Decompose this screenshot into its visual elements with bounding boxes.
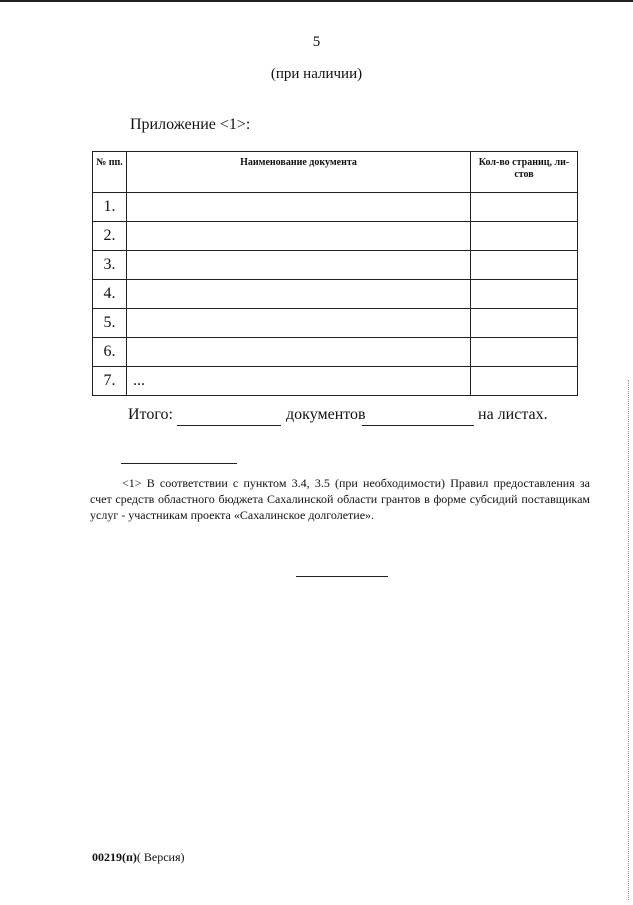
row-page-count [471,193,578,222]
footnote-separator [121,463,237,464]
totals-documents-word: документов [286,406,366,423]
row-page-count [471,251,578,280]
row-number: 7. [93,367,127,396]
appendix-title: Приложение <1>: [130,116,251,133]
top-border [0,0,633,2]
footnote-text: <1> В соответствии с пунктом 3.4, 3.5 (при необходимости) Правил предоставления за счет средств областного бюджета Сахалинской области грантов в форме субсидий поставщикам услуг - участникам проекта «Сахалинское долголетие». [90,476,590,522]
totals-label: Итого: [128,406,173,423]
table-row [93,193,578,222]
table-row [93,222,578,251]
table-header-row [93,152,578,193]
documents-count-blank [177,425,281,426]
row-page-count [471,280,578,309]
row-document-name [127,193,471,222]
row-document-name [127,309,471,338]
document-code-number: 00219(п) [92,850,137,864]
header-document-name: Наименование документа [127,152,471,193]
documents-table [92,151,578,396]
row-number: 2. [93,222,127,251]
page-number: 5 [312,34,321,50]
row-number: 3. [93,251,127,280]
scan-edge-marks [627,380,629,900]
table-row [93,251,578,280]
row-number: 1. [93,193,127,222]
sheets-count-blank [362,425,474,426]
row-page-count [471,338,578,367]
row-page-count [471,367,578,396]
row-document-name [127,280,471,309]
totals-sheets-word: на листах. [478,406,548,423]
row-document-name [127,338,471,367]
row-document-name [127,251,471,280]
row-number: 4. [93,280,127,309]
row-document-name [127,222,471,251]
document-version: ( Версия) [136,850,185,864]
row-document-name: ... [127,367,471,396]
table-row [93,309,578,338]
row-page-count [471,309,578,338]
table-row [93,338,578,367]
subtitle: (при наличии) [270,66,363,82]
row-number: 6. [93,338,127,367]
end-of-document-line [296,576,388,577]
table-row [93,280,578,309]
row-number: 5. [93,309,127,338]
table-row [93,367,578,396]
header-page-count: Кол-во страниц, ли-стов [471,152,578,193]
document-code [92,850,185,865]
row-page-count [471,222,578,251]
header-number: № пп. [93,152,127,193]
